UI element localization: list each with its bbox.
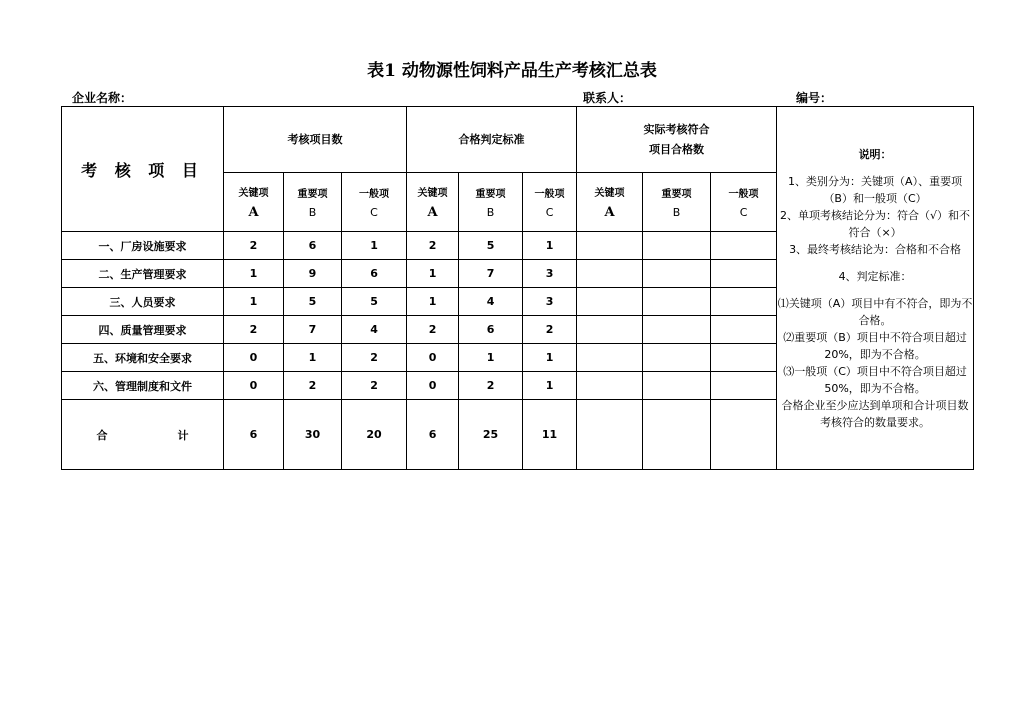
total-count-key: 6 — [224, 400, 284, 470]
standard-important: 1 — [459, 344, 523, 372]
standard-key: 2 — [407, 316, 459, 344]
row-name: 四、质量管理要求 — [62, 316, 224, 344]
sub-header-key: 关键项 A — [577, 173, 643, 232]
standard-key: 2 — [407, 232, 459, 260]
page-title: 表1 动物源性饲料产品生产考核汇总表 — [367, 61, 657, 81]
total-standard-key: 6 — [407, 400, 459, 470]
standard-important: 7 — [459, 260, 523, 288]
standard-key: 0 — [407, 372, 459, 400]
note-line: ⑵重要项（B）项目中不符合项目超过 20%，即为不合格。 — [783, 330, 967, 361]
actual-general-cell[interactable] — [711, 288, 777, 316]
standard-general: 1 — [523, 372, 577, 400]
count-key: 2 — [224, 316, 284, 344]
standard-important: 5 — [459, 232, 523, 260]
count-general: 5 — [342, 288, 407, 316]
note-line: 2、单项考核结论分为：符合（√）和不符合（×） — [780, 208, 971, 239]
sub-header-important: 重要项 B — [284, 173, 342, 232]
total-count-general: 20 — [342, 400, 407, 470]
group-header-actual-line2: 项目合格数 — [649, 142, 705, 156]
actual-general-cell[interactable] — [711, 316, 777, 344]
total-actual-key-cell[interactable] — [577, 400, 643, 470]
notes-cell — [777, 107, 974, 470]
item-header-cell — [62, 107, 224, 232]
count-important: 1 — [284, 344, 342, 372]
count-key: 0 — [224, 372, 284, 400]
actual-general-cell[interactable] — [711, 344, 777, 372]
actual-key-cell[interactable] — [577, 316, 643, 344]
total-count-important: 30 — [284, 400, 342, 470]
count-general: 1 — [342, 232, 407, 260]
count-key: 0 — [224, 344, 284, 372]
number-label: 编号： — [796, 91, 833, 105]
count-important: 6 — [284, 232, 342, 260]
total-actual-general-cell[interactable] — [711, 400, 777, 470]
actual-key-cell[interactable] — [577, 372, 643, 400]
count-important: 9 — [284, 260, 342, 288]
actual-important-cell[interactable] — [643, 288, 711, 316]
standard-general: 2 — [523, 316, 577, 344]
count-general: 4 — [342, 316, 407, 344]
actual-key-cell[interactable] — [577, 288, 643, 316]
group-header-actual — [577, 107, 777, 173]
count-general: 2 — [342, 344, 407, 372]
contact-label: 联系人： — [583, 91, 632, 105]
standard-general: 1 — [523, 344, 577, 372]
actual-key-cell[interactable] — [577, 344, 643, 372]
note-line: ⑶一般项（C）项目中不符合项目超过 50%，即为不合格。 — [783, 364, 967, 395]
sub-header-important: 重要项 B — [459, 173, 523, 232]
total-standard-general: 11 — [523, 400, 577, 470]
row-name: 三、人员要求 — [62, 288, 224, 316]
group-header-standard: 合格判定标准 — [407, 107, 577, 173]
actual-general-cell[interactable] — [711, 232, 777, 260]
standard-important: 6 — [459, 316, 523, 344]
count-important: 2 — [284, 372, 342, 400]
actual-important-cell[interactable] — [643, 372, 711, 400]
note-line: 3、最终考核结论为：合格和不合格 — [789, 242, 962, 256]
standard-important: 4 — [459, 288, 523, 316]
actual-important-cell[interactable] — [643, 232, 711, 260]
total-standard-important: 25 — [459, 400, 523, 470]
standard-general: 1 — [523, 232, 577, 260]
sub-header-important: 重要项 B — [643, 173, 711, 232]
sub-header-general: 一般项 C — [523, 173, 577, 232]
count-general: 2 — [342, 372, 407, 400]
item-header: 考 核 项 目 — [81, 160, 204, 180]
row-name: 五、环境和安全要求 — [62, 344, 224, 372]
row-name: 二、生产管理要求 — [62, 260, 224, 288]
total-actual-important-cell[interactable] — [643, 400, 711, 470]
count-important: 7 — [284, 316, 342, 344]
actual-important-cell[interactable] — [643, 344, 711, 372]
total-label: 合 计 — [62, 400, 224, 470]
actual-key-cell[interactable] — [577, 232, 643, 260]
count-key: 1 — [224, 260, 284, 288]
standard-important: 2 — [459, 372, 523, 400]
standard-key: 1 — [407, 260, 459, 288]
actual-general-cell[interactable] — [711, 372, 777, 400]
standard-general: 3 — [523, 260, 577, 288]
summary-table — [61, 106, 974, 470]
row-name: 六、管理制度和文件 — [62, 372, 224, 400]
standard-key: 0 — [407, 344, 459, 372]
count-important: 5 — [284, 288, 342, 316]
sub-header-general: 一般项 C — [342, 173, 407, 232]
actual-important-cell[interactable] — [643, 316, 711, 344]
actual-important-cell[interactable] — [643, 260, 711, 288]
actual-key-cell[interactable] — [577, 260, 643, 288]
actual-general-cell[interactable] — [711, 260, 777, 288]
company-name-label: 企业名称： — [72, 91, 133, 105]
sub-header-key: 关键项 A — [224, 173, 284, 232]
note-line: 合格企业至少应达到单项和合计项目数考核符合的数量要求。 — [781, 398, 969, 429]
standard-key: 1 — [407, 288, 459, 316]
group-header-count: 考核项目数 — [224, 107, 407, 173]
count-key: 1 — [224, 288, 284, 316]
note-line: 4、判定标准： — [838, 269, 912, 283]
sub-header-general: 一般项 C — [711, 173, 777, 232]
count-general: 6 — [342, 260, 407, 288]
group-header-actual-line1: 实际考核符合 — [643, 122, 710, 136]
standard-general: 3 — [523, 288, 577, 316]
note-line: 1、类别分为：关键项（A）、重要项（B）和一般项（C） — [788, 174, 963, 205]
note-line: ⑴关键项（A）项目中有不符合，即为不合格。 — [777, 296, 973, 327]
sub-header-key: 关键项 A — [407, 173, 459, 232]
row-name: 一、厂房设施要求 — [62, 232, 224, 260]
notes-title: 说明： — [858, 147, 892, 161]
count-key: 2 — [224, 232, 284, 260]
